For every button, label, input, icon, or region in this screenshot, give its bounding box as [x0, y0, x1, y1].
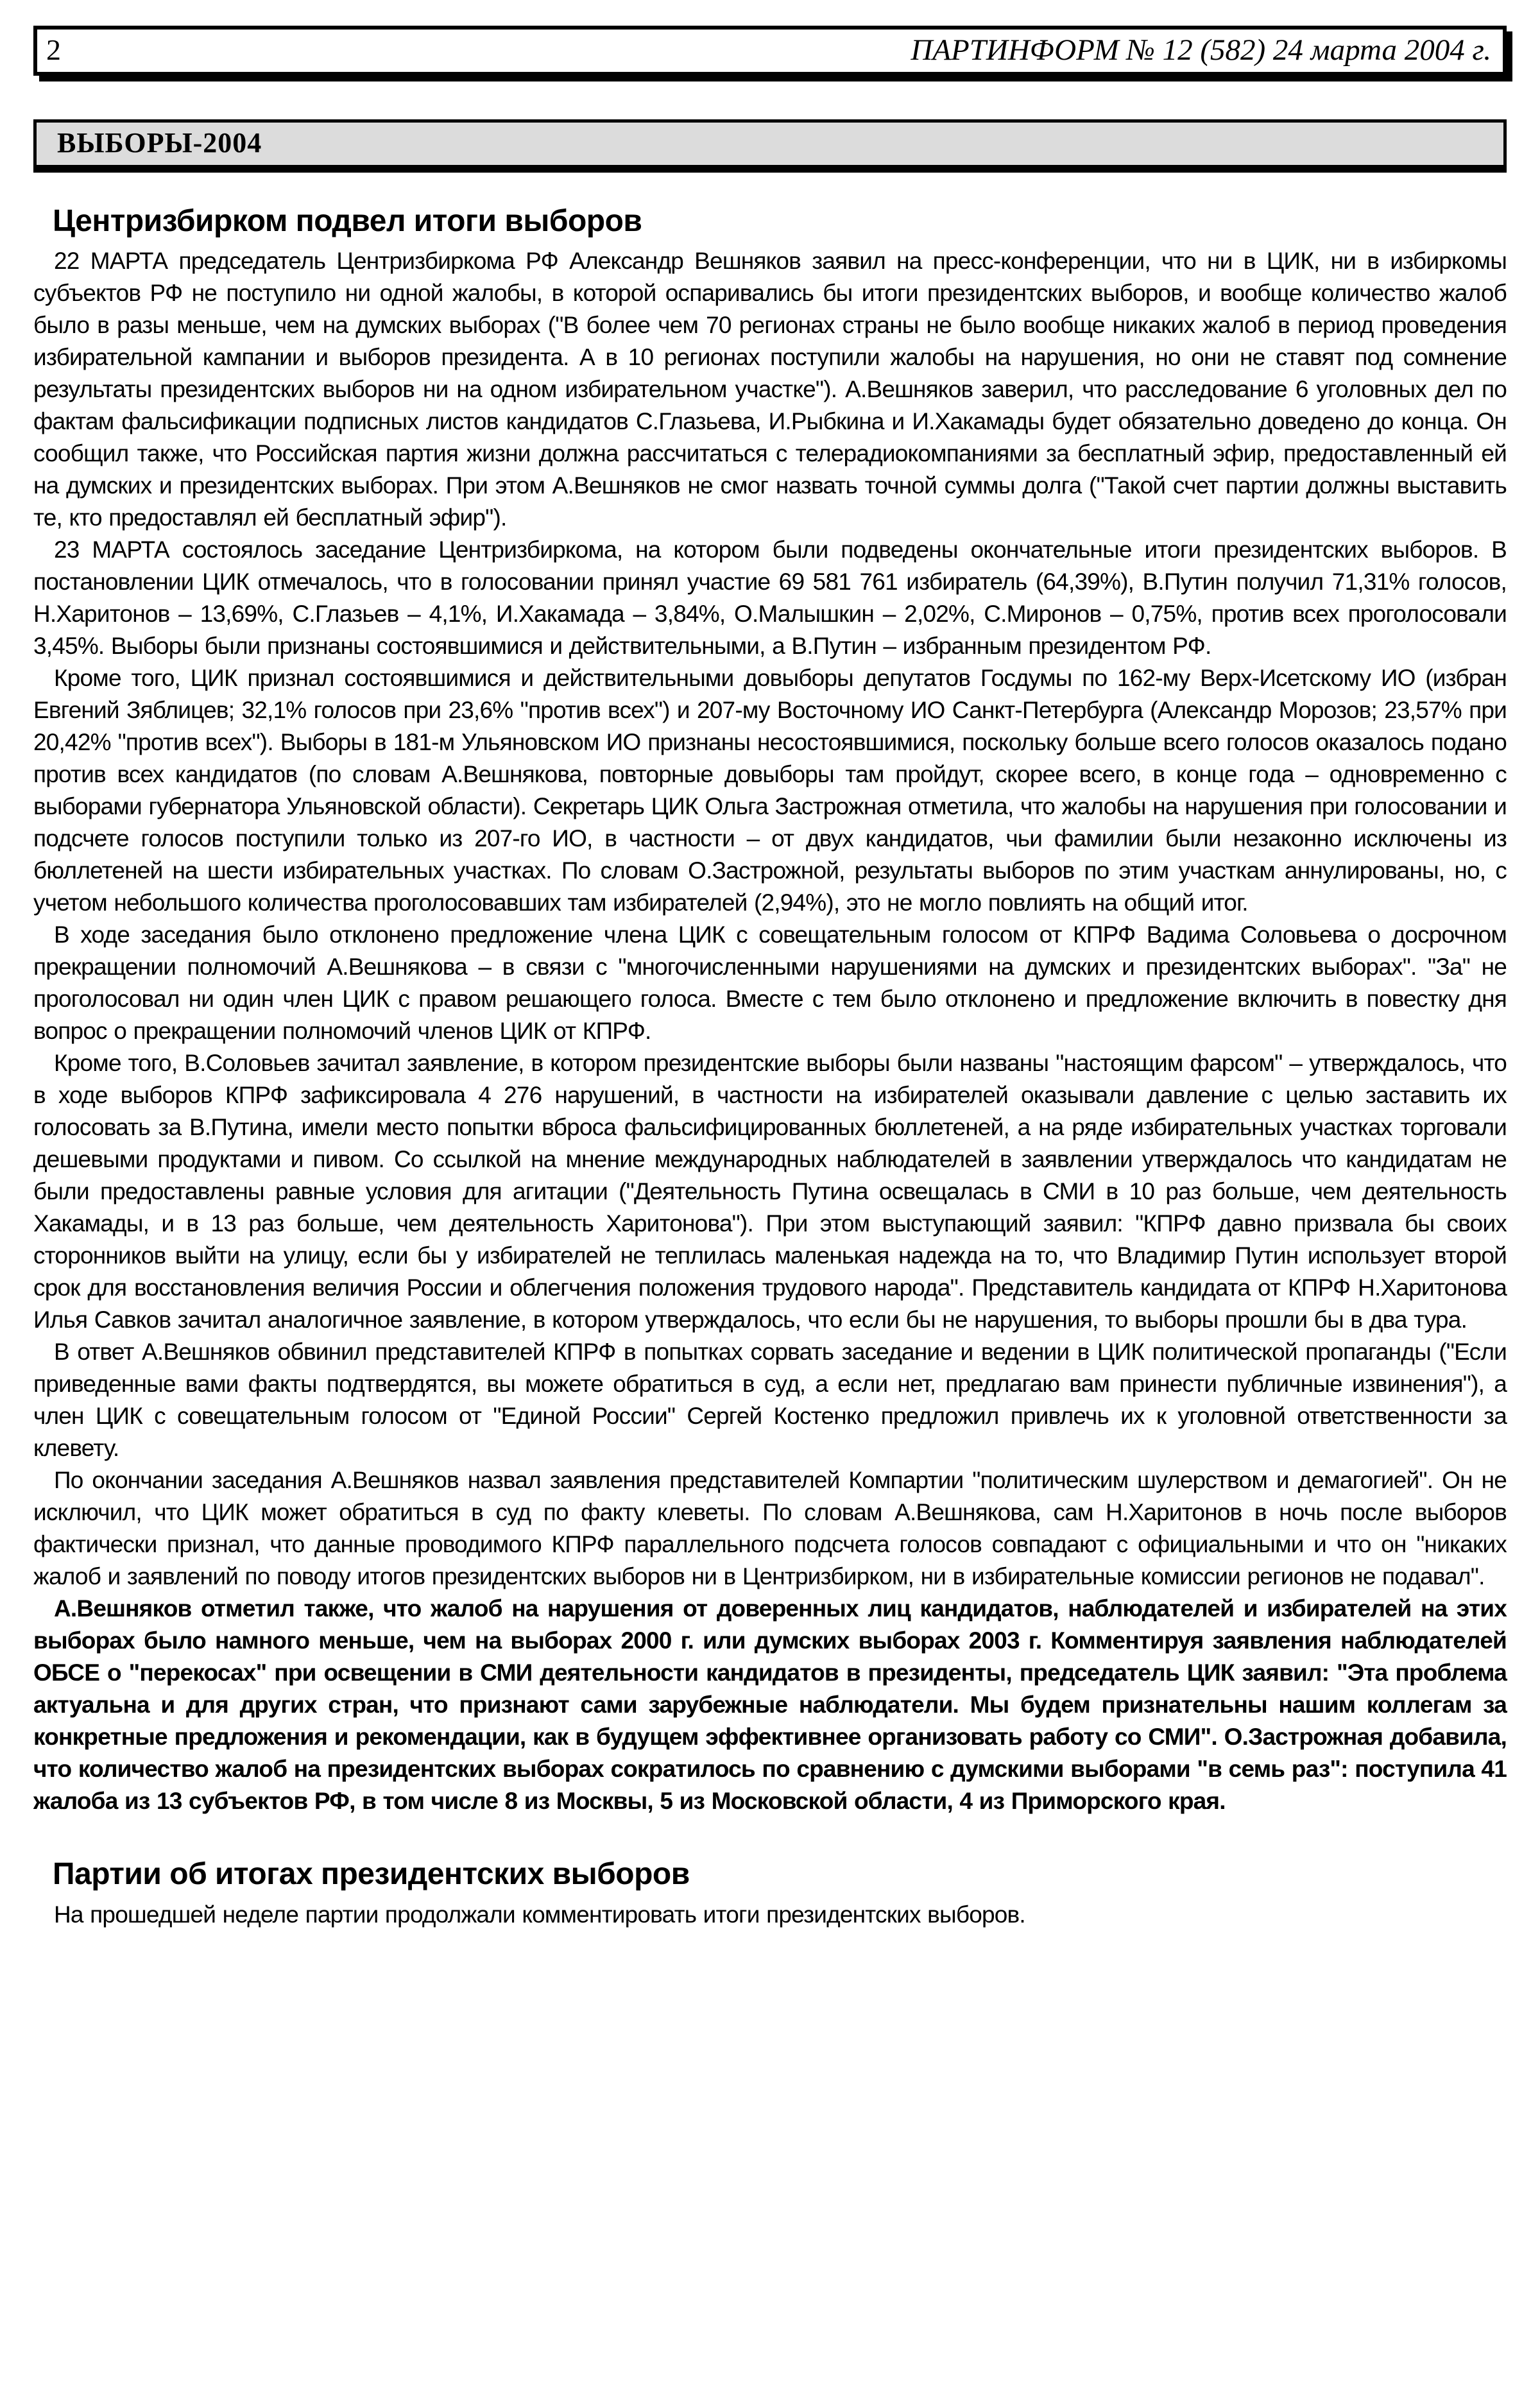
- article-title: Партии об итогах президентских выборов: [53, 1857, 690, 1892]
- section-banner-label: ВЫБОРЫ-2004: [57, 127, 262, 159]
- article-election-results: [33, 205, 1507, 1817]
- paragraph: На прошедшей неделе партии продолжали комментировать итоги президентских выборов.: [54, 1901, 1025, 1928]
- paragraph-emphasis: А.Вешняков отметил также, что жалоб на нарушения от доверенных лиц кандидатов, наблюдателей и избирателей на этих выборах было намного меньше, чем на выборах 2000 г. или думских выборах 2003 г. Комментируя заявления наблюдателей ОБСЕ о "перекосах" при освещении в СМИ деятельности кандидатов в президенты, председатель ЦИК заявил: "Эта проблема актуальна и для других стран, что признают сами зарубежные наблюдатели. Мы будем признательны нашим коллегам за конкретные предложения и рекомендации, как в будущем эффективнее организовать работу со СМИ". О.Застрожная добавила, что количество жалоб на президентских выборах сократилось по сравнению с думскими выборами "в семь раз": поступила 41 жалоба из 13 субъектов РФ, в том числе 8 из Москвы, 5 из Московской области, 4 из Приморского края.: [33, 1595, 1507, 1815]
- issue-title: ПАРТИНФОРМ № 12 (582) 24 марта 2004 г.: [911, 33, 1491, 67]
- paragraph: 22 МАРТА председатель Центризбиркома РФ Александр Вешняков заявил на пресс-конференции, что ни в ЦИК, ни в избиркомы субъектов РФ не поступило ни одной жалобы, в которой оспаривались бы итоги президентских выборов, и вообще количество жалоб было в разы меньше, чем на думских выборах ("В более чем 70 регионах страны не было вообще никаких жалоб в период проведения избирательной кампании и выборов президента. А в 10 регионах поступили жалобы на нарушения, но они не ставят под сомнение результаты президентских выборов ни на одном избирательном участке"). А.Вешняков заверил, что расследование 6 уголовных дел по фактам фальсификации подписных листов кандидатов С.Глазьева, И.Рыбкина и И.Хакамады будет обязательно доведено до конца. Он сообщил также, что Российская партия жизни должна рассчитаться с телерадиокомпаниями за бесплатный эфир, предоставленный ей на думских и президентских выборах. При этом А.Вешняков не смог назвать точной суммы долга ("Такой счет партии должны выставить те, кто предоставлял ей бесплатный эфир").: [33, 248, 1507, 531]
- paragraph: В ответ А.Вешняков обвинил представителей КПРФ в попытках сорвать заседание и ведении в ЦИК политической пропаганды ("Если приведенные вами факты подтвердятся, вы можете обратиться в суд, а если нет, предлагаю вам принести публичные извинения"), а член ЦИК с совещательным голосом от "Единой России" Сергей Костенко предложил привлечь их к уголовной ответственности за клевету.: [33, 1339, 1507, 1462]
- paragraph: В ходе заседания было отклонено предложение члена ЦИК с совещательным голосом от КПРФ Вадима Соловьева о досрочном прекращении полномочий А.Вешнякова – в связи с "многочисленными нарушениями на думских и президентских выборах". "За" не проголосовал ни один член ЦИК с правом решающего голоса. Вместе с тем было отклонено и предложение включить в повестку дня вопрос о прекращении полномочий членов ЦИК от КПРФ.: [33, 921, 1507, 1045]
- article-title: Центризбирком подвел итоги выборов: [53, 204, 642, 238]
- page-number: 2: [46, 33, 61, 66]
- paragraph: Кроме того, ЦИК признал состоявшимися и действительными довыборы депутатов Госдумы по 162-му Верх-Исетскому ИО (избран Евгений Зяблицев; 32,1% голосов при 23,6% "против всех") и 207-му Восточному ИО Санкт-Петербурга (Александр Морозов; 23,57% при 20,42% "против всех"). Выборы в 181-м Ульяновском ИО признаны несостоявшимися, поскольку больше всего голосов оказалось подано против всех кандидатов (по словам А.Вешнякова, повторные довыборы там пройдут, скорее всего, в конце года – одновременно с выборами губернатора Ульяновской области). Секретарь ЦИК Ольга Застрожная отметила, что жалобы на нарушения при голосовании и подсчете голосов поступили только из 207-го ИО, в частности – от двух кандидатов, чьи фамилии были незаконно исключены из бюллетеней на шести избирательных участках. По словам О.Застрожной, результаты выборов по этим участкам аннулированы, но, с учетом небольшого количества проголосовавших там избирателей (2,94%), это не могло повлиять на общий итог.: [33, 665, 1507, 916]
- article-parties-on-results: [33, 1858, 1507, 1930]
- paragraph: 23 МАРТА состоялось заседание Центризбиркома, на котором были подведены окончательные итоги президентских выборов. В постановлении ЦИК отмечалось, что в голосовании принял участие 69 581 761 избиратель (64,39%), В.Путин получил 71,31% голосов, Н.Харитонов – 13,69%, С.Глазьев – 4,1%, И.Хакамада – 3,84%, О.Малышкин – 2,02%, С.Миронов – 0,75%, против всех проголосовали 3,45%. Выборы были признаны состоявшимися и действительными, а В.Путин – избранным президентом РФ.: [33, 536, 1507, 660]
- paragraph: Кроме того, В.Соловьев зачитал заявление, в котором президентские выборы были названы "настоящим фарсом" – утверждалось, что в ходе выборов КПРФ зафиксировала 4 276 нарушений, в частности на избирателей оказывали давление с целью заставить их голосовать за В.Путина, имели место попытки вброса фальсифицированных бюллетеней, а на ряде избирательных участках торговали дешевыми продуктами и пивом. Со ссылкой на мнение международных наблюдателей в заявлении утверждалось что кандидатам не были предоставлены равные условия для агитации ("Деятельность Путина освещалась в СМИ в 10 раз больше, чем деятельность Хакамады, и в 13 раз больше, чем деятельность Харитонова"). При этом выступающий заявил: "КПРФ давно призвала бы своих сторонников выйти на улицу, если бы у избирателей не теплилась маленькая надежда на то, что Владимир Путин использует второй срок для восстановления величия России и облегчения положения трудового народа". Представитель кандидата от КПРФ Н.Харитонова Илья Савков зачитал аналогичное заявление, в котором утверждалось, что если бы не нарушения, то выборы прошли бы в два тура.: [33, 1050, 1507, 1333]
- section-banner: [33, 119, 1507, 168]
- paragraph: По окончании заседания А.Вешняков назвал заявления представителей Компартии "политическим шулерством и демагогией". Он не исключил, что ЦИК может обратиться в суд по факту клеветы. По словам А.Вешнякова, сам Н.Харитонов в ночь после выборов фактически признал, что данные проводимого КПРФ параллельного подсчета голосов совпадают с официальными и что он "никаких жалоб и заявлений по поводу итогов президентских выборов ни в Центризбирком, ни в избирательные комиссии регионов не подавал".: [33, 1467, 1507, 1590]
- running-head: [33, 26, 1507, 76]
